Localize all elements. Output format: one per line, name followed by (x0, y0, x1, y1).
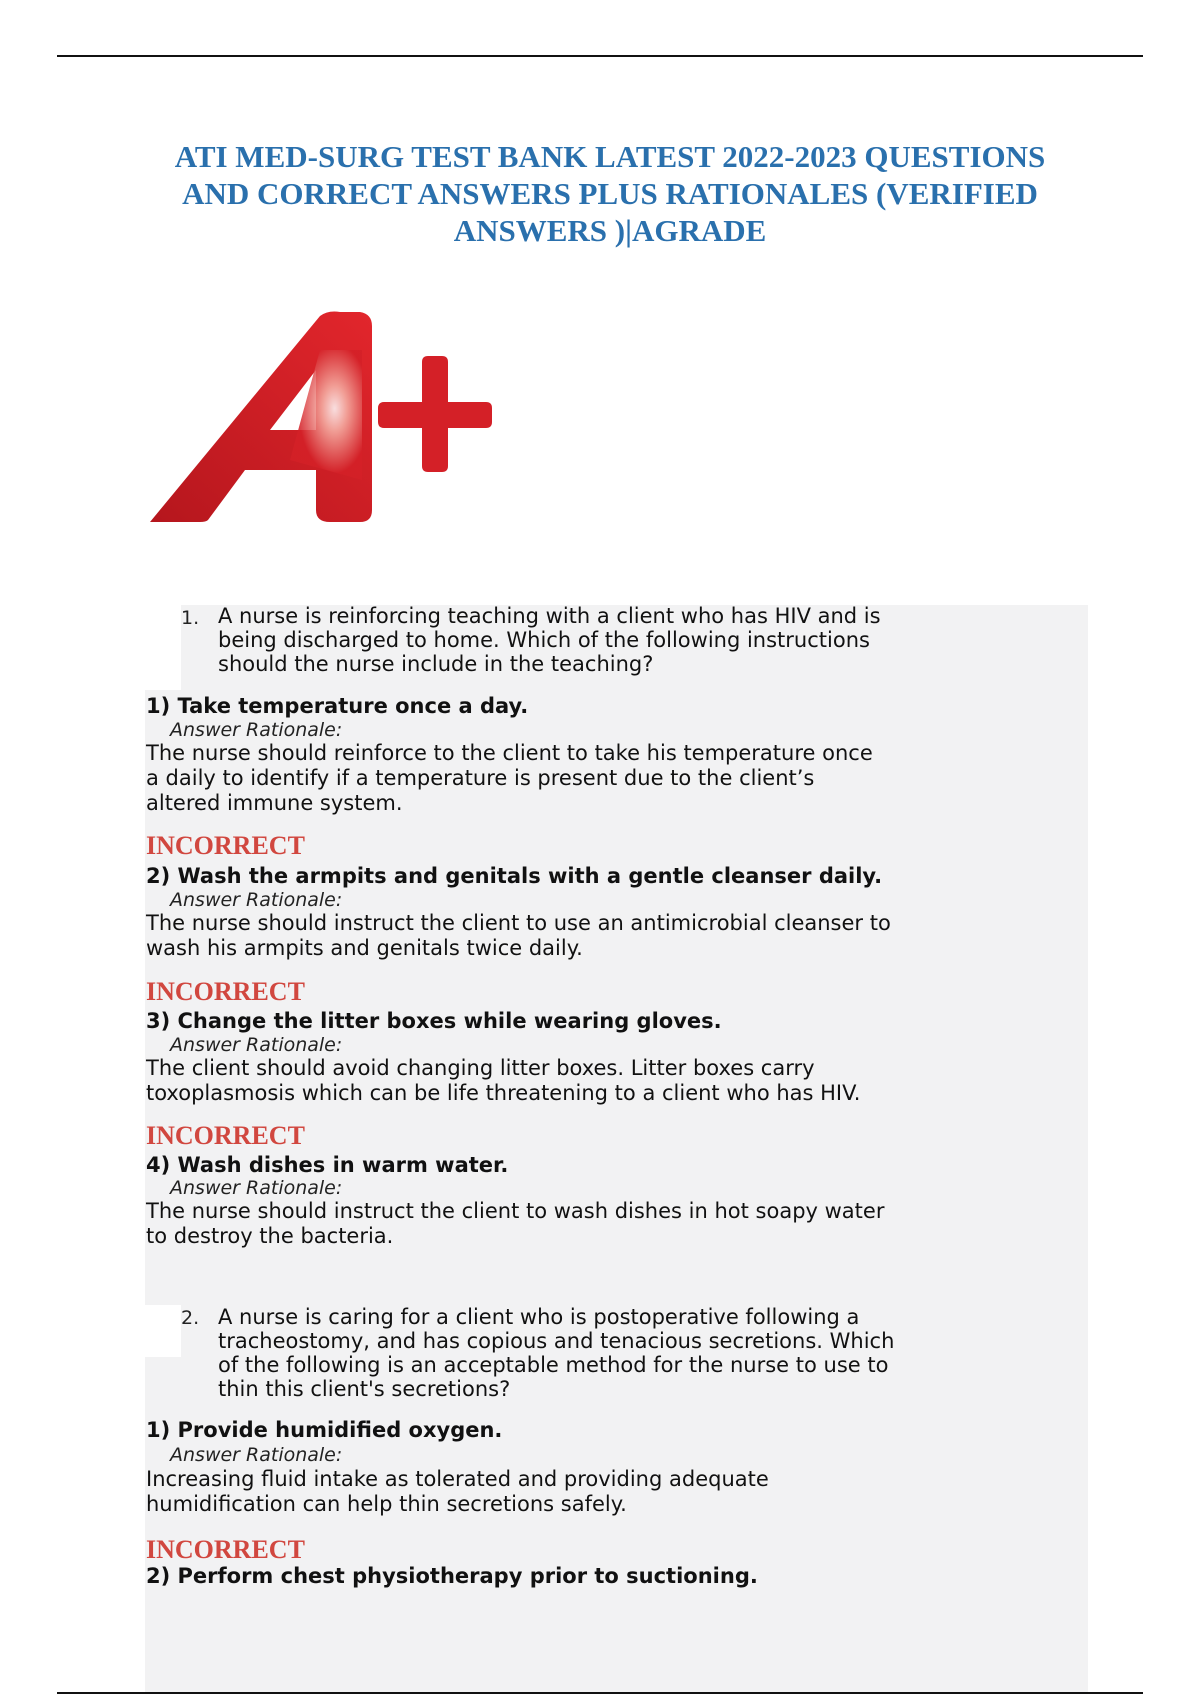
question-1-stem-line: A nurse is reinforcing teaching with a client who has HIV and is (218, 604, 881, 628)
q1-option-1: 1) Take temperature once a day. (146, 694, 529, 718)
question-2-background (145, 1305, 181, 1357)
question-1-background (145, 605, 181, 690)
q1-option-3-rationale-label: Answer Rationale: (170, 1034, 343, 1056)
q2-option-1-rationale-label: Answer Rationale: (170, 1444, 343, 1466)
plus-symbol-shape (378, 356, 492, 472)
question-2-stem-line: A nurse is caring for a client who is postoperative following a (218, 1305, 860, 1329)
question-1-number: 1. (181, 607, 200, 629)
q1-option-4-rationale (146, 1199, 884, 1249)
question-1-stem-line: being discharged to home. Which of the following instructions (218, 628, 870, 652)
rationale-line: The client should avoid changing litter boxes. Litter boxes carry (146, 1056, 815, 1080)
rationale-line: a daily to identify if a temperature is present due to the client’s (146, 766, 815, 790)
q1-option-3-rationale (146, 1056, 860, 1106)
top-rule (57, 55, 1143, 57)
rationale-line: altered immune system. (146, 791, 403, 815)
q1-option-1-rationale (146, 741, 873, 816)
question-1-stem (218, 604, 881, 676)
question-2-stem-line: of the following is an acceptable method for the nurse to use to (218, 1353, 889, 1377)
q2-option-1-verdict: INCORRECT (146, 1535, 305, 1564)
q2-option-1: 1) Provide humidified oxygen. (146, 1418, 503, 1442)
a-plus-logo (150, 310, 510, 530)
question-1-stem-line: should the nurse include in the teaching? (218, 652, 654, 676)
question-2-stem (218, 1305, 894, 1401)
question-2-stem-line: thin this client's secretions? (218, 1377, 511, 1401)
bottom-rule (57, 1692, 1143, 1694)
q1-option-1-rationale-label: Answer Rationale: (170, 719, 343, 741)
q1-option-2-rationale-label: Answer Rationale: (170, 889, 343, 911)
q1-option-4: 4) Wash dishes in warm water. (146, 1153, 509, 1177)
rationale-line: The nurse should instruct the client to wash dishes in hot soapy water (146, 1199, 885, 1223)
q1-option-3-verdict: INCORRECT (146, 1121, 305, 1150)
rationale-line: The nurse should reinforce to the client to take his temperature once (146, 741, 873, 765)
q1-option-1-verdict: INCORRECT (146, 831, 305, 860)
rationale-line: to destroy the bacteria. (146, 1224, 394, 1248)
title-line-3: ANSWERS )|AGRADE (453, 213, 767, 248)
q1-option-4-rationale-label: Answer Rationale: (170, 1177, 343, 1199)
q1-option-3: 3) Change the litter boxes while wearing gloves. (146, 1009, 722, 1033)
rationale-line: Increasing fluid intake as tolerated and providing adequate (146, 1467, 769, 1491)
title-line-1: ATI MED-SURG TEST BANK LATEST 2022-2023 QUESTIONS (174, 139, 1046, 174)
rationale-line: The nurse should instruct the client to use an antimicrobial cleanser to (146, 911, 891, 935)
question-2-number: 2. (181, 1307, 200, 1329)
q2-option-2: 2) Perform chest physiotherapy prior to suctioning. (146, 1564, 758, 1588)
document-title (150, 138, 1070, 249)
q1-option-2-rationale (146, 911, 891, 961)
q2-option-1-rationale (146, 1467, 769, 1517)
q1-option-2-verdict: INCORRECT (146, 977, 305, 1006)
question-2-stem-line: tracheostomy, and has copious and tenacious secretions. Which (218, 1329, 895, 1353)
rationale-line: humidification can help thin secretions safely. (146, 1492, 627, 1516)
rationale-line: wash his armpits and genitals twice daily. (146, 936, 583, 960)
rationale-line: toxoplasmosis which can be life threatening to a client who has HIV. (146, 1081, 861, 1105)
q1-option-2: 2) Wash the armpits and genitals with a gentle cleanser daily. (146, 864, 883, 888)
title-line-2: AND CORRECT ANSWERS PLUS RATIONALES (VERIFIED (182, 176, 1038, 211)
